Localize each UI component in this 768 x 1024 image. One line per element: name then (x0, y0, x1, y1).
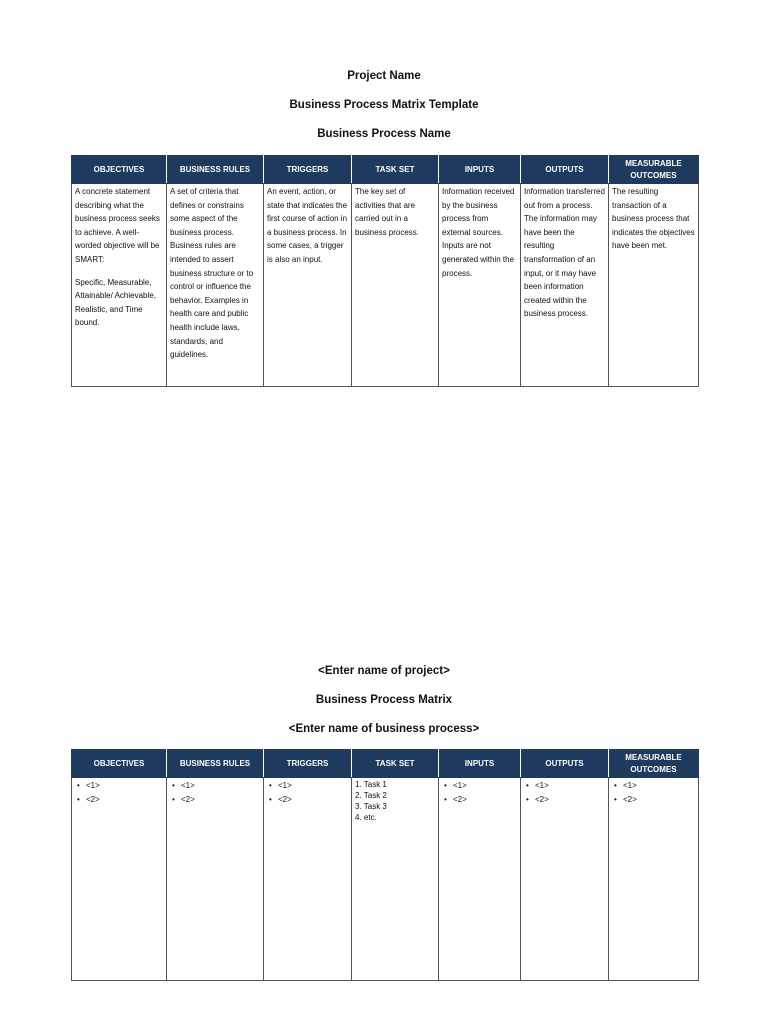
list-item: • <2> (524, 793, 605, 807)
smart-text: Specific, Measurable, Attainable/ Achievable, Realistic, and Time bound. (75, 277, 156, 328)
enter-project-heading: <Enter name of project> (318, 665, 450, 677)
header-outputs: OUTPUTS (521, 156, 609, 184)
header-inputs: INPUTS (439, 750, 521, 778)
header-objectives: OBJECTIVES (72, 156, 167, 184)
header-business-rules: BUSINESS RULES (167, 156, 264, 184)
cell-triggers (264, 778, 352, 981)
cell-task-set (352, 778, 439, 981)
list-item: • <2> (170, 793, 260, 807)
list-item: • <1> (524, 779, 605, 793)
cell-triggers: An event, action, or state that indicates the first course of action in a business process. In some cases, a trigger is also an input. (264, 184, 352, 387)
project-name-heading: Project Name (347, 70, 421, 82)
list-item: • <2> (442, 793, 517, 807)
blank-matrix-table (71, 749, 699, 981)
cell-business-rules (167, 778, 264, 981)
objectives-text: A concrete statement describing what the business process seeks to achieve. A well-worded objective will be SMART: (75, 187, 160, 264)
list-item: 1. Task 1 (355, 780, 387, 789)
template-matrix-table (71, 155, 699, 387)
list-item: 2. Task 2 (355, 791, 387, 800)
header-task-set: TASK SET (352, 750, 439, 778)
list-item: • <2> (75, 793, 163, 807)
list-item: • <2> (612, 793, 695, 807)
header-triggers: TRIGGERS (264, 750, 352, 778)
cell-business-rules: A set of criteria that defines or constrains some aspect of the business process. Business rules are intended to assert business structure or to control or influence the behavior. Examples in health care and public health include laws, standards, and guidelines. (167, 184, 264, 387)
list-item: 3. Task 3 (355, 802, 387, 811)
header-measurable-outcomes: MEASURABLE OUTCOMES (609, 156, 699, 184)
header-objectives: OBJECTIVES (72, 750, 167, 778)
list-item: • <1> (612, 779, 695, 793)
table-row (72, 778, 699, 981)
cell-task-set: The key set of activities that are carried out in a business process. (352, 184, 439, 387)
cell-outcomes: The resulting transaction of a business process that indicates the objectives have been met. (609, 184, 699, 387)
table-header-row (72, 156, 699, 184)
list-item: • <2> (267, 793, 348, 807)
matrix-title-heading: Business Process Matrix Template (289, 99, 479, 111)
cell-inputs: Information received by the business process from external sources. Inputs are not generated within the process. (439, 184, 521, 387)
cell-inputs (439, 778, 521, 981)
cell-outputs (521, 778, 609, 981)
table-row (72, 184, 699, 387)
cell-objectives (72, 184, 167, 387)
list-item: • <1> (442, 779, 517, 793)
blank-matrix-title-heading: Business Process Matrix (315, 694, 453, 706)
header-business-rules: BUSINESS RULES (167, 750, 264, 778)
list-item: • <1> (75, 779, 163, 793)
header-task-set: TASK SET (352, 156, 439, 184)
list-item: • <1> (170, 779, 260, 793)
enter-process-heading: <Enter name of business process> (288, 723, 480, 735)
process-name-heading: Business Process Name (317, 128, 451, 140)
cell-outputs: Information transferred out from a process. The information may have been the resulting transformation of an input, or it may have been information created within the business process. (521, 184, 609, 387)
list-item: 4. etc. (355, 813, 377, 822)
header-measurable-outcomes: MEASURABLE OUTCOMES (609, 750, 699, 778)
cell-objectives (72, 778, 167, 981)
header-inputs: INPUTS (439, 156, 521, 184)
cell-outcomes (609, 778, 699, 981)
header-outputs: OUTPUTS (521, 750, 609, 778)
list-item: • <1> (267, 779, 348, 793)
table-header-row (72, 750, 699, 778)
header-triggers: TRIGGERS (264, 156, 352, 184)
